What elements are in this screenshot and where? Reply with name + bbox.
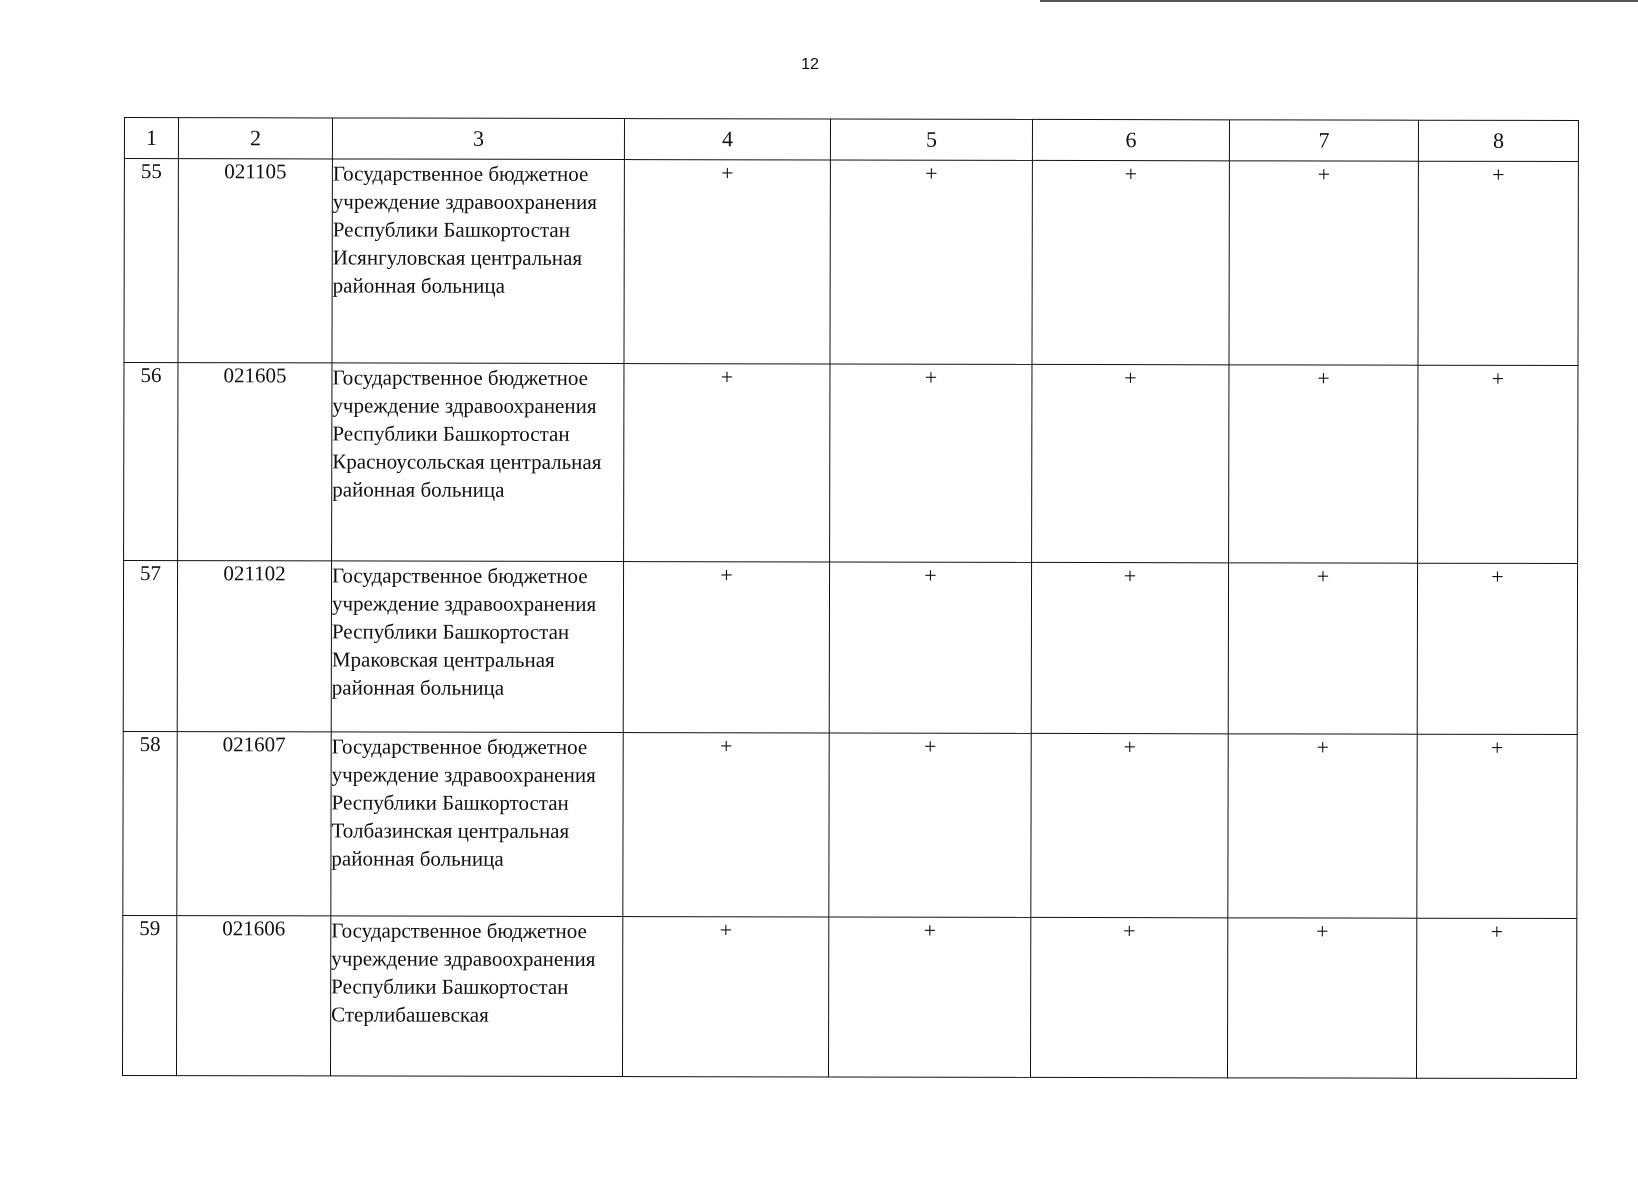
table-row	[124, 363, 1578, 564]
institution-name: Государственное бюджетное учреждение здравоохранения Республики Башкортостан Исянгуловская центральная районная больница	[332, 159, 624, 364]
institution-name: Государственное бюджетное учреждение здравоохранения Республики Башкортостан Красноусольская центральная районная больница	[332, 363, 624, 562]
table-row	[122, 915, 1576, 1078]
mark-col-5: +	[829, 733, 1031, 917]
row-number: 57	[123, 561, 177, 732]
table-row	[124, 159, 1578, 366]
row-number: 55	[124, 159, 178, 363]
row-number: 56	[124, 363, 178, 561]
mark-col-6: +	[1032, 364, 1229, 562]
institution-name: Государственное бюджетное учреждение здравоохранения Республики Башкортостан Стерлибашевская	[330, 916, 622, 1077]
institution-code: 021606	[176, 916, 330, 1076]
institution-code: 021605	[178, 363, 332, 561]
header-row	[124, 118, 1578, 162]
mark-col-4: +	[622, 917, 828, 1077]
data-table	[122, 117, 1579, 1079]
column-header-8: 8	[1418, 120, 1578, 161]
mark-col-4: +	[624, 364, 830, 562]
row-number: 58	[123, 731, 177, 915]
column-header-1: 1	[124, 118, 178, 159]
mark-col-4: +	[623, 733, 829, 917]
table-row	[123, 731, 1577, 918]
column-header-5: 5	[830, 119, 1032, 160]
mark-col-8: +	[1416, 918, 1576, 1078]
mark-col-4: +	[624, 160, 830, 364]
mark-col-8: +	[1418, 365, 1578, 563]
institution-name: Государственное бюджетное учреждение здравоохранения Республики Башкортостан Толбазинская центральная районная больница	[331, 732, 623, 917]
mark-col-6: +	[1031, 733, 1228, 917]
column-header-2: 2	[178, 118, 332, 159]
column-header-3: 3	[332, 118, 624, 160]
mark-col-7: +	[1229, 365, 1418, 563]
row-number: 59	[122, 915, 176, 1075]
mark-col-7: +	[1227, 918, 1416, 1078]
mark-col-5: +	[830, 160, 1032, 364]
top-edge-rule	[1040, 0, 1638, 2]
table-row	[123, 561, 1577, 735]
column-header-7: 7	[1229, 120, 1418, 161]
column-header-6: 6	[1032, 119, 1229, 160]
mark-col-4: +	[623, 562, 829, 733]
mark-col-5: +	[829, 562, 1031, 733]
mark-col-5: +	[830, 364, 1032, 562]
mark-col-6: +	[1030, 917, 1227, 1077]
institution-code: 021105	[178, 159, 332, 363]
mark-col-8: +	[1418, 161, 1578, 365]
mark-col-5: +	[828, 917, 1030, 1077]
mark-col-7: +	[1228, 563, 1417, 734]
mark-col-6: +	[1031, 562, 1228, 733]
institution-code: 021102	[177, 561, 331, 732]
page-number: 12	[801, 56, 819, 73]
column-header-4: 4	[624, 119, 830, 160]
mark-col-6: +	[1032, 160, 1229, 364]
mark-col-7: +	[1228, 734, 1417, 918]
institution-name: Государственное бюджетное учреждение здравоохранения Республики Башкортостан Мраковская центральная районная больница	[331, 561, 623, 733]
mark-col-8: +	[1417, 734, 1577, 918]
mark-col-8: +	[1417, 563, 1577, 734]
institution-code: 021607	[177, 732, 331, 916]
mark-col-7: +	[1229, 161, 1418, 365]
